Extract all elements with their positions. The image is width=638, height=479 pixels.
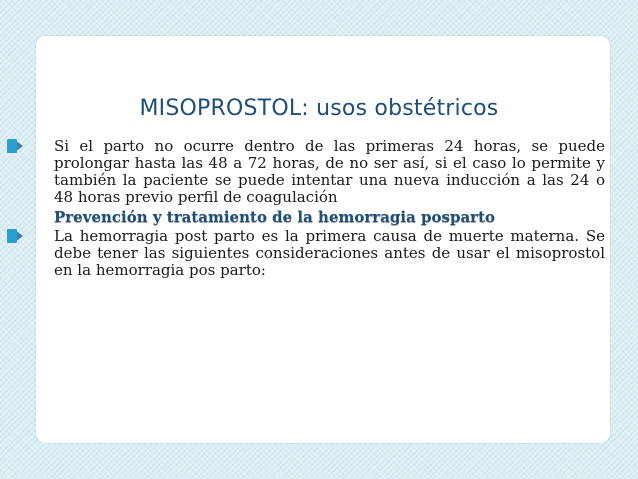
bullet-item-2 (15, 228, 605, 279)
slide-content (15, 138, 605, 282)
bullet-arrow-icon (15, 230, 23, 242)
bullet-text-2: La hemorragia post parto es la primera causa de muerte materna. Se debe tener las siguientes consideraciones antes de usar el misoprostol en la hemorragia pos parto: (54, 227, 605, 279)
bullet-arrow-icon (15, 140, 23, 152)
bullet-text-1: Si el parto no ocurre dentro de las primeras 24 horas, se puede prolongar hasta las 48 a 72 horas, de no ser así, si el caso lo permite y también la paciente se puede intentar una nueva inducción a las 24 o 48 horas previo perfil de coagulación (54, 137, 605, 206)
slide-title: MISOPROSTOL: usos obstétricos (139, 96, 499, 121)
section-subheading: Prevención y tratamiento de la hemorragia posparto (54, 208, 496, 226)
bullet-item-1 (15, 138, 605, 206)
